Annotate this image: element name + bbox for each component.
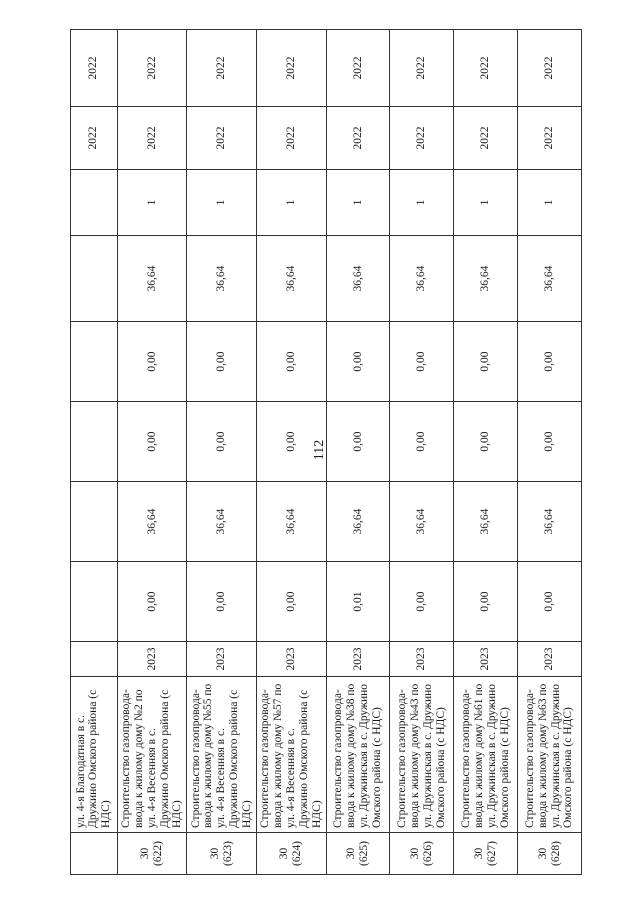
value-cell: 2022 [71, 30, 118, 107]
value-cell: 0,01 [326, 562, 390, 642]
name-cell: ул. 4-я Благодатная в с. Дружино Омского района (с НДС) [71, 677, 118, 833]
value-cell [71, 642, 118, 677]
value-cell: 36,64 [454, 482, 518, 562]
value-cell: 1 [187, 170, 257, 236]
value-cell: 0,00 [187, 322, 257, 402]
name-cell: Строительство газопровода-ввода к жилому дому №57 по ул. 4-я Весенняя в с. Дружино Омского района (с НДС) [256, 677, 326, 833]
value-cell: 0,00 [256, 562, 326, 642]
id-sub: (624) [291, 841, 304, 866]
name-cell: Строительство газопровода-ввода к жилому дому №61 по ул. Дружинская в с. Дружино Омского района (с НДС) [454, 677, 518, 833]
id-sub: (626) [421, 841, 434, 866]
value-cell: 36,64 [256, 236, 326, 322]
value-cell: 36,64 [326, 482, 390, 562]
value-cell: 2022 [117, 30, 187, 107]
value-cell: 2023 [454, 642, 518, 677]
id-number: 30 [472, 847, 485, 860]
value-cell: 2022 [390, 30, 454, 107]
value-cell [71, 402, 118, 482]
id-sub: (628) [549, 841, 562, 866]
id-cell [71, 833, 118, 875]
id-cell [187, 833, 257, 875]
id-sub: (623) [221, 841, 234, 866]
value-cell: 1 [117, 170, 187, 236]
value-cell: 0,00 [256, 402, 326, 482]
id-cell [454, 833, 518, 875]
value-cell: 2022 [256, 107, 326, 170]
table-row [256, 30, 326, 875]
value-cell: 0,00 [117, 562, 187, 642]
value-cell [71, 562, 118, 642]
value-cell: 0,00 [454, 402, 518, 482]
value-cell: 36,64 [390, 236, 454, 322]
value-cell: 0,00 [187, 562, 257, 642]
value-cell: 0,00 [117, 402, 187, 482]
value-cell [71, 482, 118, 562]
name-cell: Строительство газопровода-ввода к жилому дому №2 по ул. 4-я Весенняя в с. Дружино Омского района (с НДС) [117, 677, 187, 833]
table-row [518, 30, 582, 875]
value-cell: 0,00 [326, 322, 390, 402]
value-cell: 2023 [187, 642, 257, 677]
value-cell: 36,64 [518, 236, 582, 322]
value-cell: 2022 [518, 107, 582, 170]
value-cell: 2022 [326, 30, 390, 107]
value-cell: 36,64 [326, 236, 390, 322]
id-sub: (627) [485, 841, 498, 866]
value-cell: 2022 [326, 107, 390, 170]
value-cell: 36,64 [187, 236, 257, 322]
value-cell [71, 322, 118, 402]
value-cell: 0,00 [256, 322, 326, 402]
table-row [117, 30, 187, 875]
value-cell: 36,64 [518, 482, 582, 562]
value-cell: 0,00 [518, 322, 582, 402]
value-cell: 2022 [390, 107, 454, 170]
name-cell: Строительство газопровода-ввода к жилому дому №38 по ул. Дружинская в с. Дружино Омского района (с НДС) [326, 677, 390, 833]
value-cell: 2022 [518, 30, 582, 107]
value-cell: 2023 [256, 642, 326, 677]
page-number-text: 112 [311, 439, 327, 461]
value-cell: 2022 [71, 107, 118, 170]
value-cell: 36,64 [117, 236, 187, 322]
value-cell: 1 [390, 170, 454, 236]
table-container [70, 30, 582, 875]
value-cell: 36,64 [256, 482, 326, 562]
value-cell: 36,64 [117, 482, 187, 562]
value-cell: 0,00 [518, 562, 582, 642]
value-cell: 2022 [256, 30, 326, 107]
value-cell: 2022 [454, 30, 518, 107]
id-cell [256, 833, 326, 875]
value-cell: 0,00 [518, 402, 582, 482]
id-number: 30 [139, 847, 152, 860]
id-number: 30 [278, 847, 291, 860]
id-sub: (622) [152, 841, 165, 866]
id-number: 30 [536, 847, 549, 860]
value-cell: 2023 [326, 642, 390, 677]
value-cell: 1 [518, 170, 582, 236]
id-cell [117, 833, 187, 875]
value-cell: 2023 [117, 642, 187, 677]
name-cell: Строительство газопровода-ввода к жилому дому №43 по ул. Дружинская в с. Дружино Омского района (с НДС) [390, 677, 454, 833]
value-cell [71, 170, 118, 236]
value-cell: 36,64 [187, 482, 257, 562]
id-number: 30 [345, 847, 358, 860]
value-cell [71, 236, 118, 322]
value-cell: 0,00 [454, 562, 518, 642]
value-cell: 0,00 [187, 402, 257, 482]
value-cell: 0,00 [454, 322, 518, 402]
value-cell: 1 [256, 170, 326, 236]
value-cell: 36,64 [454, 236, 518, 322]
value-cell: 1 [326, 170, 390, 236]
id-cell [390, 833, 454, 875]
data-table [70, 29, 582, 875]
value-cell: 0,00 [117, 322, 187, 402]
value-cell: 2022 [187, 107, 257, 170]
value-cell: 0,00 [390, 322, 454, 402]
id-number: 30 [208, 847, 221, 860]
table-row-continued [71, 30, 118, 875]
value-cell: 2022 [187, 30, 257, 107]
table-row [390, 30, 454, 875]
value-cell: 0,00 [390, 402, 454, 482]
id-cell [518, 833, 582, 875]
id-cell [326, 833, 390, 875]
name-cell: Строительство газопровода-ввода к жилому дому №63 по ул. Дружинская в с. Дружино Омского района (с НДС) [518, 677, 582, 833]
name-cell: Строительство газопровода-ввода к жилому дому №55 по ул. 4-я Весенняя в с. Дружино Омского района (с НДС) [187, 677, 257, 833]
value-cell: 2023 [518, 642, 582, 677]
table-row [454, 30, 518, 875]
value-cell: 0,00 [326, 402, 390, 482]
value-cell: 2023 [390, 642, 454, 677]
value-cell: 0,00 [390, 562, 454, 642]
value-cell: 36,64 [390, 482, 454, 562]
table-row [187, 30, 257, 875]
value-cell: 2022 [117, 107, 187, 170]
table-row [326, 30, 390, 875]
id-sub: (625) [357, 841, 370, 866]
id-number: 30 [408, 847, 421, 860]
value-cell: 1 [454, 170, 518, 236]
value-cell: 2022 [454, 107, 518, 170]
